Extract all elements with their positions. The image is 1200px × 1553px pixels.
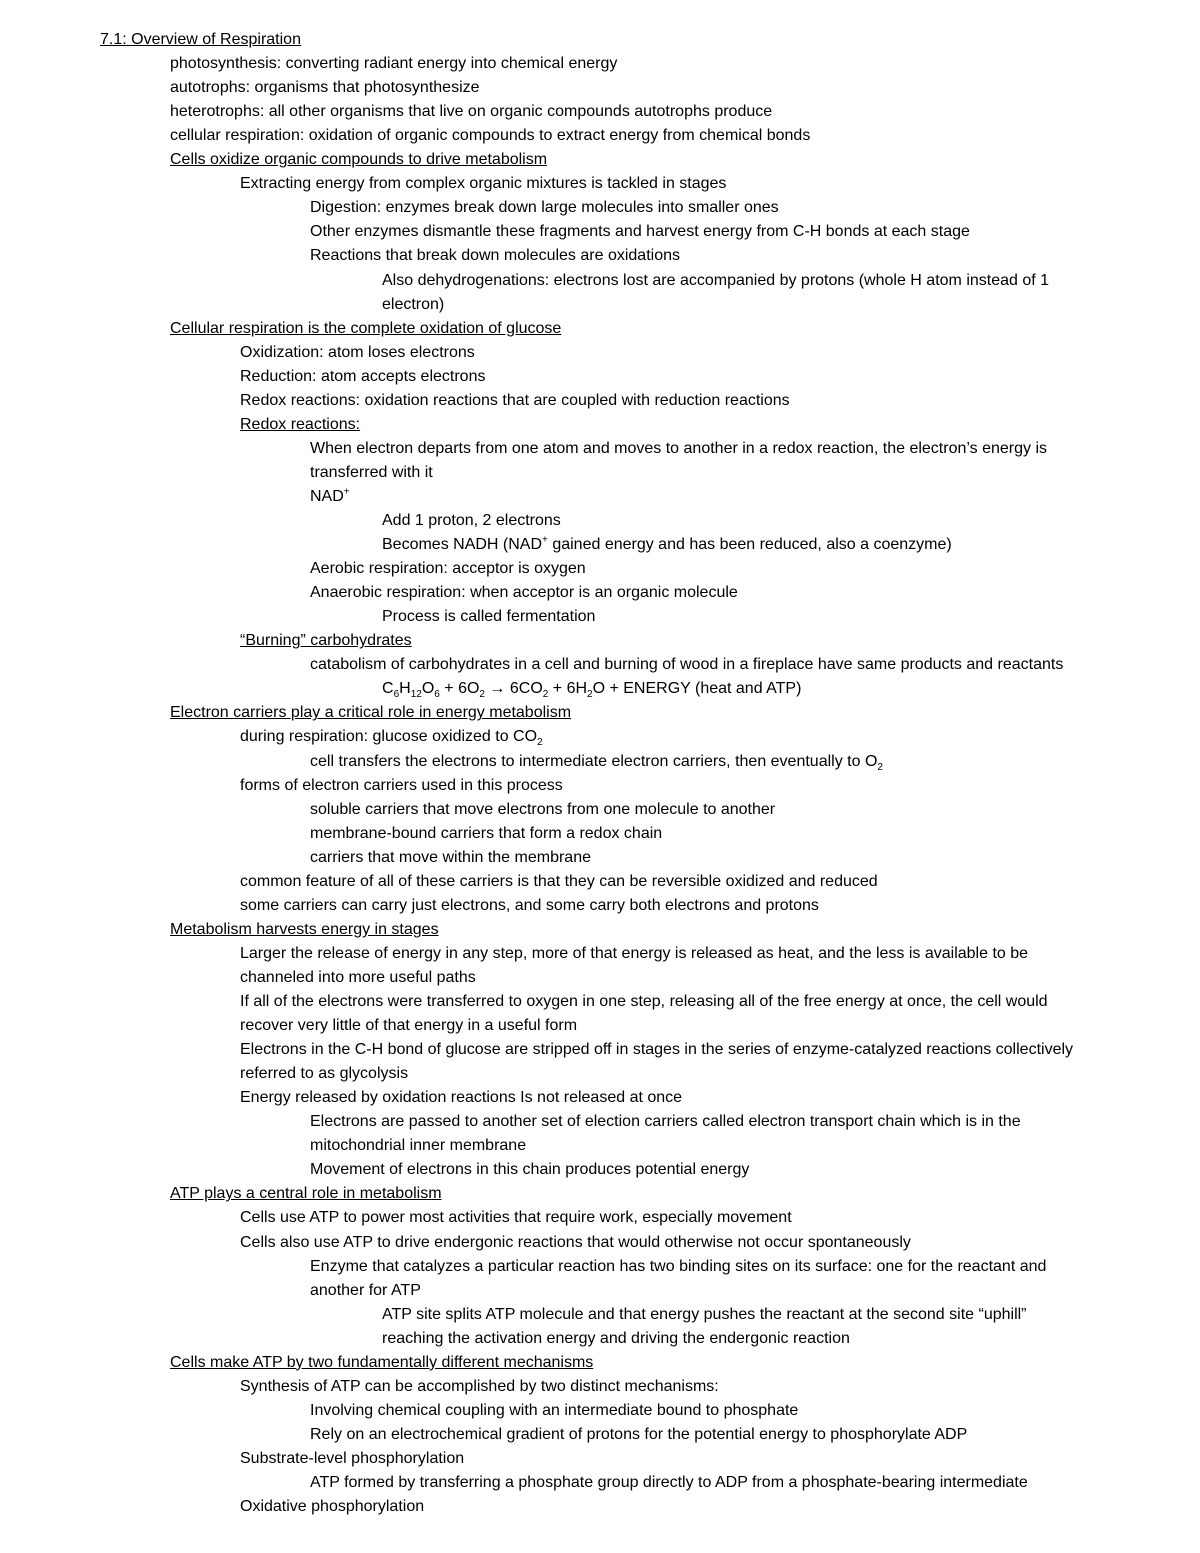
- outline-text: [170, 52, 617, 76]
- outline-text-main: channeled into more useful paths: [240, 968, 476, 986]
- outline-text-main: soluble carriers that move electrons from one molecule to another: [310, 800, 776, 818]
- outline-text: [170, 100, 772, 124]
- outline-text: $C_6H_{12}O_6 + 6O_2 \to 6CO_2 + 6H_2O$ + ENERGY (heat and ATP): [382, 680, 802, 701]
- outline-text-main: Movement of electrons in this chain produces potential energy: [310, 1161, 750, 1179]
- outline-text: [310, 1158, 749, 1182]
- outline-text: [382, 509, 561, 533]
- outline-heading: [170, 701, 571, 725]
- outline-text: [240, 966, 476, 990]
- outline-text: [382, 1303, 1027, 1327]
- outline-text: [240, 1038, 1073, 1062]
- outline-text: [310, 1110, 1021, 1134]
- outline-text: [240, 389, 790, 413]
- outline-text-main: Reactions that break down molecules are oxidations: [310, 247, 680, 265]
- superscript: +: [542, 534, 548, 546]
- outline-text-main: heterotrophs: all other organisms that live on organic compounds autotrophs produce: [170, 103, 773, 121]
- outline-text-main: Electron carriers play a critical role in energy metabolism: [170, 704, 572, 722]
- outline-text-main: Becomes NADH (NAD: [382, 536, 543, 554]
- outline-text: [240, 1014, 577, 1038]
- outline-text-main: Redox reactions:: [240, 415, 361, 433]
- outline-text: [382, 269, 1049, 293]
- outline-heading: [240, 413, 360, 437]
- outline-text-main: If all of the electrons were transferred to oxygen in one step, releasing all of the free energy at once, the cell would: [240, 993, 1048, 1010]
- outline-text: [240, 365, 485, 389]
- outline-text-main: When electron departs from one atom and moves to another in a redox reaction, the electron’s energy is: [310, 439, 1047, 457]
- outline-heading: [170, 1351, 593, 1375]
- outline-text: [382, 293, 444, 317]
- outline-text-main: Oxidative phosphorylation: [240, 1498, 425, 1516]
- outline-text: [310, 1255, 1046, 1279]
- outline-text: [240, 341, 475, 365]
- outline-text-main: catabolism of carbohydrates in a cell and burning of wood in a fireplace have same products and reactants: [310, 656, 1064, 674]
- outline-text: [240, 894, 819, 918]
- outline-text: [240, 1375, 719, 1399]
- outline-text-main: carriers that move within the membrane: [310, 848, 591, 866]
- outline-text: [170, 124, 810, 148]
- outline-text: during respiration: glucose oxidized to $CO_2$: [240, 728, 543, 749]
- outline-text: [240, 172, 726, 196]
- outline-text: [310, 1471, 1028, 1495]
- outline-text: [240, 990, 1048, 1014]
- outline-text-main: Cells also use ATP to drive endergonic reactions that would otherwise not occur spontaneously: [240, 1233, 911, 1251]
- outline-text: [310, 557, 586, 581]
- outline-text-main: Cells use ATP to power most activities that require work, especially movement: [240, 1209, 792, 1227]
- outline-text: [170, 76, 480, 100]
- outline-heading: [170, 918, 439, 942]
- outline-text-main: Extracting energy from complex organic mixtures is tackled in stages: [240, 175, 727, 193]
- outline-text: [240, 1206, 792, 1230]
- outline-text-main: reaching the activation energy and driving the endergonic reaction: [382, 1329, 850, 1347]
- outline-text: [310, 581, 738, 605]
- outline-text-main: common feature of all of these carriers is that they can be reversible oxidized and reduced: [240, 872, 878, 890]
- outline-text-main: Add 1 proton, 2 electrons: [382, 512, 561, 529]
- superscript: +: [343, 486, 350, 498]
- outline-text-main: forms of electron carriers used in this process: [240, 776, 563, 794]
- outline-heading: [170, 1182, 442, 1206]
- outline-text-main: transferred with it: [310, 463, 433, 481]
- outline-text: [310, 1134, 526, 1158]
- outline-text-main: mitochondrial inner membrane: [310, 1137, 527, 1155]
- outline-text-main: NAD: [310, 487, 344, 505]
- outline-text: [310, 822, 662, 846]
- outline-text-main: 7.1: Overview of Respiration: [100, 31, 301, 48]
- outline-text-main: electron): [382, 295, 445, 313]
- outline-text-main: recover very little of that energy in a useful form: [240, 1017, 578, 1035]
- outline-text: [310, 244, 680, 268]
- outline-text-main: Synthesis of ATP can be accomplished by two distinct mechanisms:: [240, 1377, 719, 1395]
- outline-text-main: ATP plays a central role in metabolism: [170, 1185, 442, 1203]
- outline-text-main: Redox reactions: oxidation reactions that are coupled with reduction reactions: [240, 391, 790, 409]
- outline-text-main: Also dehydrogenations: electrons lost are accompanied by protons (whole H atom instead of 1: [382, 271, 1050, 289]
- outline-text-main: Aerobic respiration: acceptor is oxygen: [310, 560, 586, 578]
- outline-text: [310, 846, 591, 870]
- outline-text: [310, 196, 779, 220]
- outline-text: cell transfers the electrons to intermediate electron carriers, then eventually to $O_2$: [310, 752, 883, 773]
- outline-text-main: Process is called fermentation: [382, 608, 596, 626]
- outline-text-main: Metabolism harvests energy in stages: [170, 920, 439, 938]
- outline-text: [382, 605, 595, 629]
- outline-heading: [100, 28, 301, 52]
- outline-text-main: membrane-bound carriers that form a redox chain: [310, 824, 663, 842]
- outline-heading: [240, 629, 412, 653]
- outline-text-main: Digestion: enzymes break down large molecules into smaller ones: [310, 199, 779, 217]
- outline-text-main: Reduction: atom accepts electrons: [240, 367, 486, 385]
- outline-text-main: referred to as glycolysis: [240, 1065, 409, 1083]
- outline-text: [310, 798, 775, 822]
- outline-heading: [170, 148, 547, 172]
- outline-text-main: some carriers can carry just electrons, and some carry both electrons and protons: [240, 896, 819, 914]
- outline-text: [382, 1327, 850, 1351]
- outline-text-main: photosynthesis: converting radiant energy into chemical energy: [170, 55, 618, 73]
- outline-text: [310, 1423, 967, 1447]
- outline-text-main: Other enzymes dismantle these fragments and harvest energy from C-H bonds at each stage: [310, 223, 970, 241]
- outline-text: [240, 870, 878, 894]
- outline-text: [240, 1231, 911, 1255]
- outline-text: [240, 1495, 424, 1519]
- outline-text-main: Cells oxidize organic compounds to drive metabolism: [170, 151, 548, 169]
- outline-text: [310, 437, 1047, 461]
- outline-text-after: gained energy and has been reduced, also a coenzyme): [547, 536, 952, 554]
- outline-text: [240, 774, 563, 798]
- outline-text-main: Electrons in the C-H bond of glucose are stripped off in stages in the series of enzyme-catalyzed reactions collectively: [240, 1041, 1074, 1059]
- outline-text: [310, 653, 1063, 677]
- outline-text-main: Anaerobic respiration: when acceptor is an organic molecule: [310, 584, 738, 602]
- outline-text: [310, 1399, 798, 1423]
- outline-text-main: Involving chemical coupling with an intermediate bound to phosphate: [310, 1401, 799, 1419]
- outline-text: [240, 1062, 408, 1086]
- outline-text-main: “Burning” carbohydrates: [240, 632, 412, 650]
- outline-text-main: Larger the release of energy in any step, more of that energy is released as heat, and the less is available to be: [240, 944, 1029, 962]
- outline-text: [310, 1279, 421, 1303]
- outline-text-main: Oxidization: atom loses electrons: [240, 343, 475, 361]
- outline-text-main: autotrophs: organisms that photosynthesize: [170, 79, 480, 97]
- outline-text-main: cellular respiration: oxidation of organic compounds to extract energy from chemical bonds: [170, 127, 811, 145]
- outline-text: [310, 220, 970, 244]
- outline-text: [310, 485, 350, 509]
- outline-text-main: Enzyme that catalyzes a particular reaction has two binding sites on its surface: one for the reactant and: [310, 1257, 1047, 1275]
- outline-text: [240, 1447, 464, 1471]
- outline-text-main: Substrate-level phosphorylation: [240, 1449, 465, 1467]
- outline-text-main: another for ATP: [310, 1281, 421, 1299]
- outline-text: [310, 461, 433, 485]
- outline-text: [382, 533, 952, 557]
- outline-text-main: Electrons are passed to another set of election carriers called electron transport chain which is in the: [310, 1113, 1021, 1131]
- outline-text: [240, 942, 1028, 966]
- outline-text-main: ATP formed by transferring a phosphate group directly to ADP from a phosphate-bearing intermediate: [310, 1474, 1028, 1491]
- outline-heading: [170, 317, 561, 341]
- outline-text-main: Cellular respiration is the complete oxidation of glucose: [170, 319, 562, 337]
- outline-text-main: Cells make ATP by two fundamentally different mechanisms: [170, 1353, 594, 1371]
- outline-text-main: Energy released by oxidation reactions Is not released at once: [240, 1089, 683, 1107]
- outline-text-main: Rely on an electrochemical gradient of protons for the potential energy to phosphorylate ADP: [310, 1425, 968, 1443]
- outline-text: [240, 1086, 682, 1110]
- outline-text-main: ATP site splits ATP molecule and that energy pushes the reactant at the second site “uphill”: [382, 1305, 1027, 1323]
